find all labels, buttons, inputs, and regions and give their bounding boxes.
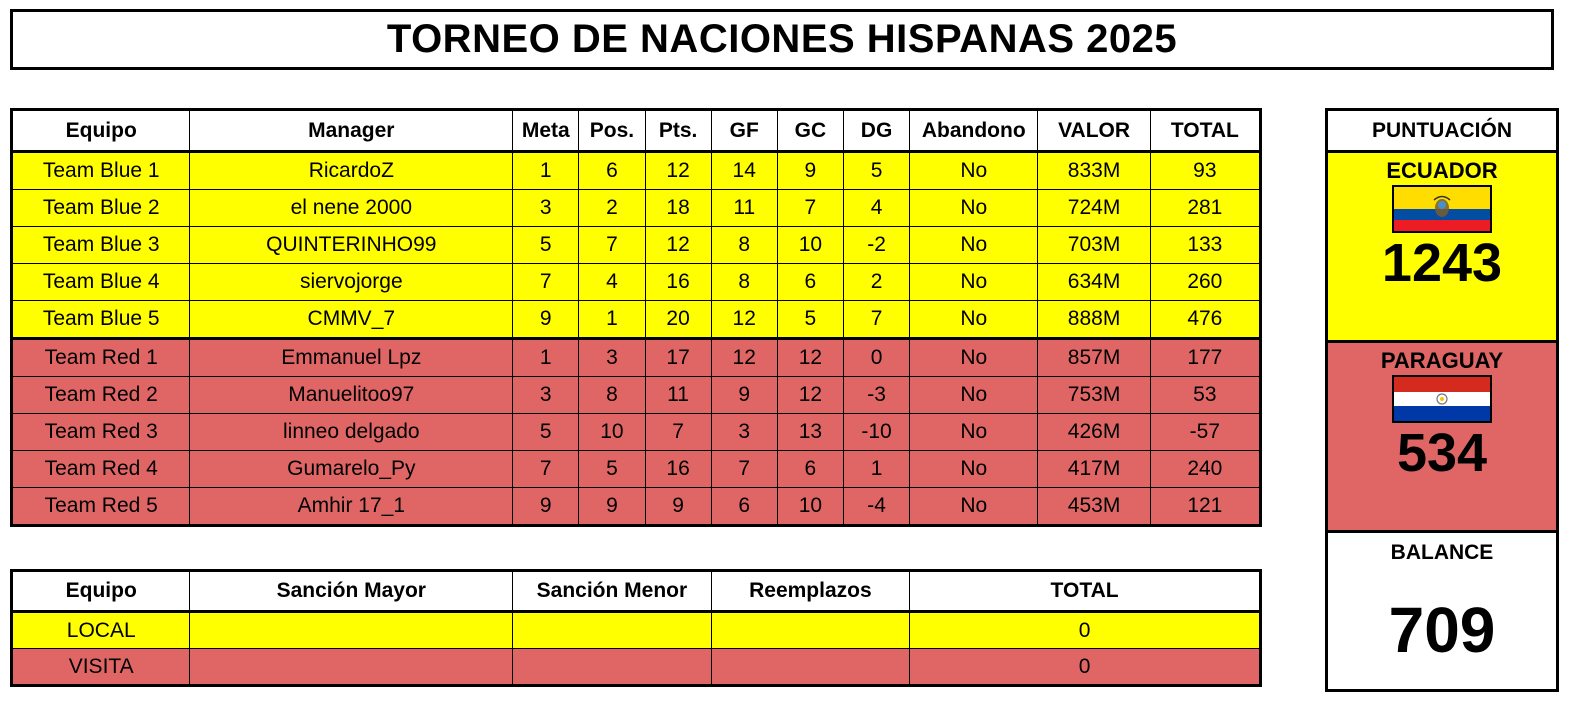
table-cell: 240 [1150,451,1260,488]
col-header: Sanción Menor [513,571,711,612]
table-cell: 0 [910,649,1261,686]
table-cell: Emmanuel Lpz [190,339,513,377]
table-cell: No [910,339,1038,377]
table-cell: No [910,301,1038,339]
home-country-name: ECUADOR [1386,158,1498,183]
table-cell: 12 [777,339,843,377]
table-cell: Team Blue 5 [12,301,190,339]
table-cell: 121 [1150,488,1260,526]
table-cell: 14 [711,152,777,190]
table-cell: 16 [645,451,711,488]
table-cell: 2 [579,190,645,227]
table-cell: 724M [1038,190,1150,227]
table-cell: 3 [711,414,777,451]
table-cell: 10 [777,227,843,264]
table-cell: 476 [1150,301,1260,339]
table-cell: No [910,152,1038,190]
table-cell: 0 [843,339,909,377]
table-cell: 426M [1038,414,1150,451]
table-cell: 5 [777,301,843,339]
table-row [12,488,1261,526]
col-header: Equipo [12,110,190,152]
table-cell: 11 [711,190,777,227]
table-cell: LOCAL [12,612,190,649]
table-cell: -57 [1150,414,1260,451]
table-cell: linneo delgado [190,414,513,451]
table-cell: No [910,377,1038,414]
table-row [12,451,1261,488]
table-row [12,612,1261,649]
table-cell: 6 [579,152,645,190]
table-cell: RicardoZ [190,152,513,190]
table-cell: Team Red 4 [12,451,190,488]
table-cell: el nene 2000 [190,190,513,227]
table-cell: 9 [645,488,711,526]
table-cell [190,612,513,649]
table-cell: Team Blue 4 [12,264,190,301]
score-panel-header: PUNTUACIÓN [1328,111,1556,153]
col-header: Meta [513,110,579,152]
col-header: Manager [190,110,513,152]
table-cell: No [910,451,1038,488]
table-cell: 9 [579,488,645,526]
table-cell: 10 [777,488,843,526]
table-cell: 7 [645,414,711,451]
table-cell: CMMV_7 [190,301,513,339]
table-cell: 0 [910,612,1261,649]
table-cell [513,612,711,649]
table-cell [513,649,711,686]
table-cell: 9 [513,301,579,339]
table-cell: 7 [843,301,909,339]
table-cell: 20 [645,301,711,339]
table-cell: 1 [579,301,645,339]
table-cell: 1 [513,152,579,190]
table-cell: 6 [777,264,843,301]
table-cell [711,649,909,686]
table-row [12,414,1261,451]
table-cell: 7 [579,227,645,264]
table-cell: 53 [1150,377,1260,414]
table-cell: 6 [711,488,777,526]
balance-label: BALANCE [1390,541,1494,564]
page-title: TORNEO DE NACIONES HISPANAS 2025 [386,17,1178,61]
balance-value: 709 [1388,594,1496,666]
table-cell: 1 [843,451,909,488]
table-cell: 12 [645,152,711,190]
col-header: TOTAL [910,571,1261,612]
table-cell: 5 [843,152,909,190]
table-cell: 753M [1038,377,1150,414]
table-cell: 177 [1150,339,1260,377]
table-cell: 12 [645,227,711,264]
ecuador-flag-icon [1392,185,1492,233]
col-header: DG [843,110,909,152]
table-cell: 133 [1150,227,1260,264]
table-cell: 9 [711,377,777,414]
table-cell: 11 [645,377,711,414]
sanctions-header-row [12,571,1261,612]
table-cell: 12 [711,339,777,377]
table-cell: Team Blue 3 [12,227,190,264]
table-cell: 7 [777,190,843,227]
home-score: 1243 [1381,233,1503,293]
table-cell: 10 [579,414,645,451]
home-score-block [1328,153,1556,343]
table-cell: 5 [513,414,579,451]
table-cell: 8 [579,377,645,414]
table-cell: siervojorge [190,264,513,301]
table-cell: 7 [513,451,579,488]
table-cell [711,612,909,649]
table-cell: 6 [777,451,843,488]
table-cell: 634M [1038,264,1150,301]
paraguay-flag-icon [1392,375,1492,423]
table-row [12,377,1261,414]
table-cell: Team Red 3 [12,414,190,451]
table-cell: No [910,190,1038,227]
col-header: GF [711,110,777,152]
table-cell: Manuelitoo97 [190,377,513,414]
table-cell: 7 [711,451,777,488]
table-cell: 16 [645,264,711,301]
col-header: Pts. [645,110,711,152]
table-cell: VISITA [12,649,190,686]
away-score: 534 [1396,423,1488,483]
table-cell: 3 [513,377,579,414]
away-score-block [1328,343,1556,533]
table-cell: 833M [1038,152,1150,190]
table-cell: No [910,227,1038,264]
table-cell: 8 [711,264,777,301]
table-cell: 12 [711,301,777,339]
table-cell: 2 [843,264,909,301]
table-cell: -3 [843,377,909,414]
table-cell: 3 [579,339,645,377]
table-cell: Team Blue 1 [12,152,190,190]
table-cell: 7 [513,264,579,301]
table-cell: 1 [513,339,579,377]
table-row [12,264,1261,301]
col-header: Abandono [910,110,1038,152]
table-cell: No [910,264,1038,301]
table-cell: 9 [513,488,579,526]
table-cell: Team Red 2 [12,377,190,414]
balance-block [1328,533,1556,689]
table-row [12,649,1261,686]
table-cell: 17 [645,339,711,377]
table-cell: 260 [1150,264,1260,301]
table-cell: 5 [513,227,579,264]
table-cell: 5 [579,451,645,488]
table-cell: -10 [843,414,909,451]
table-row [12,339,1261,377]
table-cell: 9 [777,152,843,190]
table-cell: 8 [711,227,777,264]
col-header: GC [777,110,843,152]
col-header: Pos. [579,110,645,152]
table-cell: No [910,488,1038,526]
table-cell: Gumarelo_Py [190,451,513,488]
away-country-name: PARAGUAY [1380,348,1504,373]
table-cell: 857M [1038,339,1150,377]
table-cell: 703M [1038,227,1150,264]
table-cell: Amhir 17_1 [190,488,513,526]
table-cell: -2 [843,227,909,264]
standings-table [10,108,1262,527]
table-cell: 417M [1038,451,1150,488]
table-cell: Team Red 5 [12,488,190,526]
table-cell: 18 [645,190,711,227]
table-cell: No [910,414,1038,451]
standings-header-row [12,110,1261,152]
title-box [10,9,1554,70]
table-cell: 13 [777,414,843,451]
table-row [12,190,1261,227]
table-cell: 281 [1150,190,1260,227]
col-header: VALOR [1038,110,1150,152]
col-header: Reemplazos [711,571,909,612]
sanctions-table [10,569,1262,687]
col-header: TOTAL [1150,110,1260,152]
table-cell: 888M [1038,301,1150,339]
col-header: Sanción Mayor [190,571,513,612]
table-cell: Team Blue 2 [12,190,190,227]
score-panel [1325,108,1559,692]
table-cell [190,649,513,686]
table-cell: 4 [843,190,909,227]
table-row [12,152,1261,190]
table-row [12,227,1261,264]
table-cell: QUINTERINHO99 [190,227,513,264]
table-cell: 453M [1038,488,1150,526]
table-cell: 4 [579,264,645,301]
col-header: Equipo [12,571,190,612]
table-cell: -4 [843,488,909,526]
table-cell: 12 [777,377,843,414]
table-cell: 3 [513,190,579,227]
table-cell: 93 [1150,152,1260,190]
table-row [12,301,1261,339]
table-cell: Team Red 1 [12,339,190,377]
